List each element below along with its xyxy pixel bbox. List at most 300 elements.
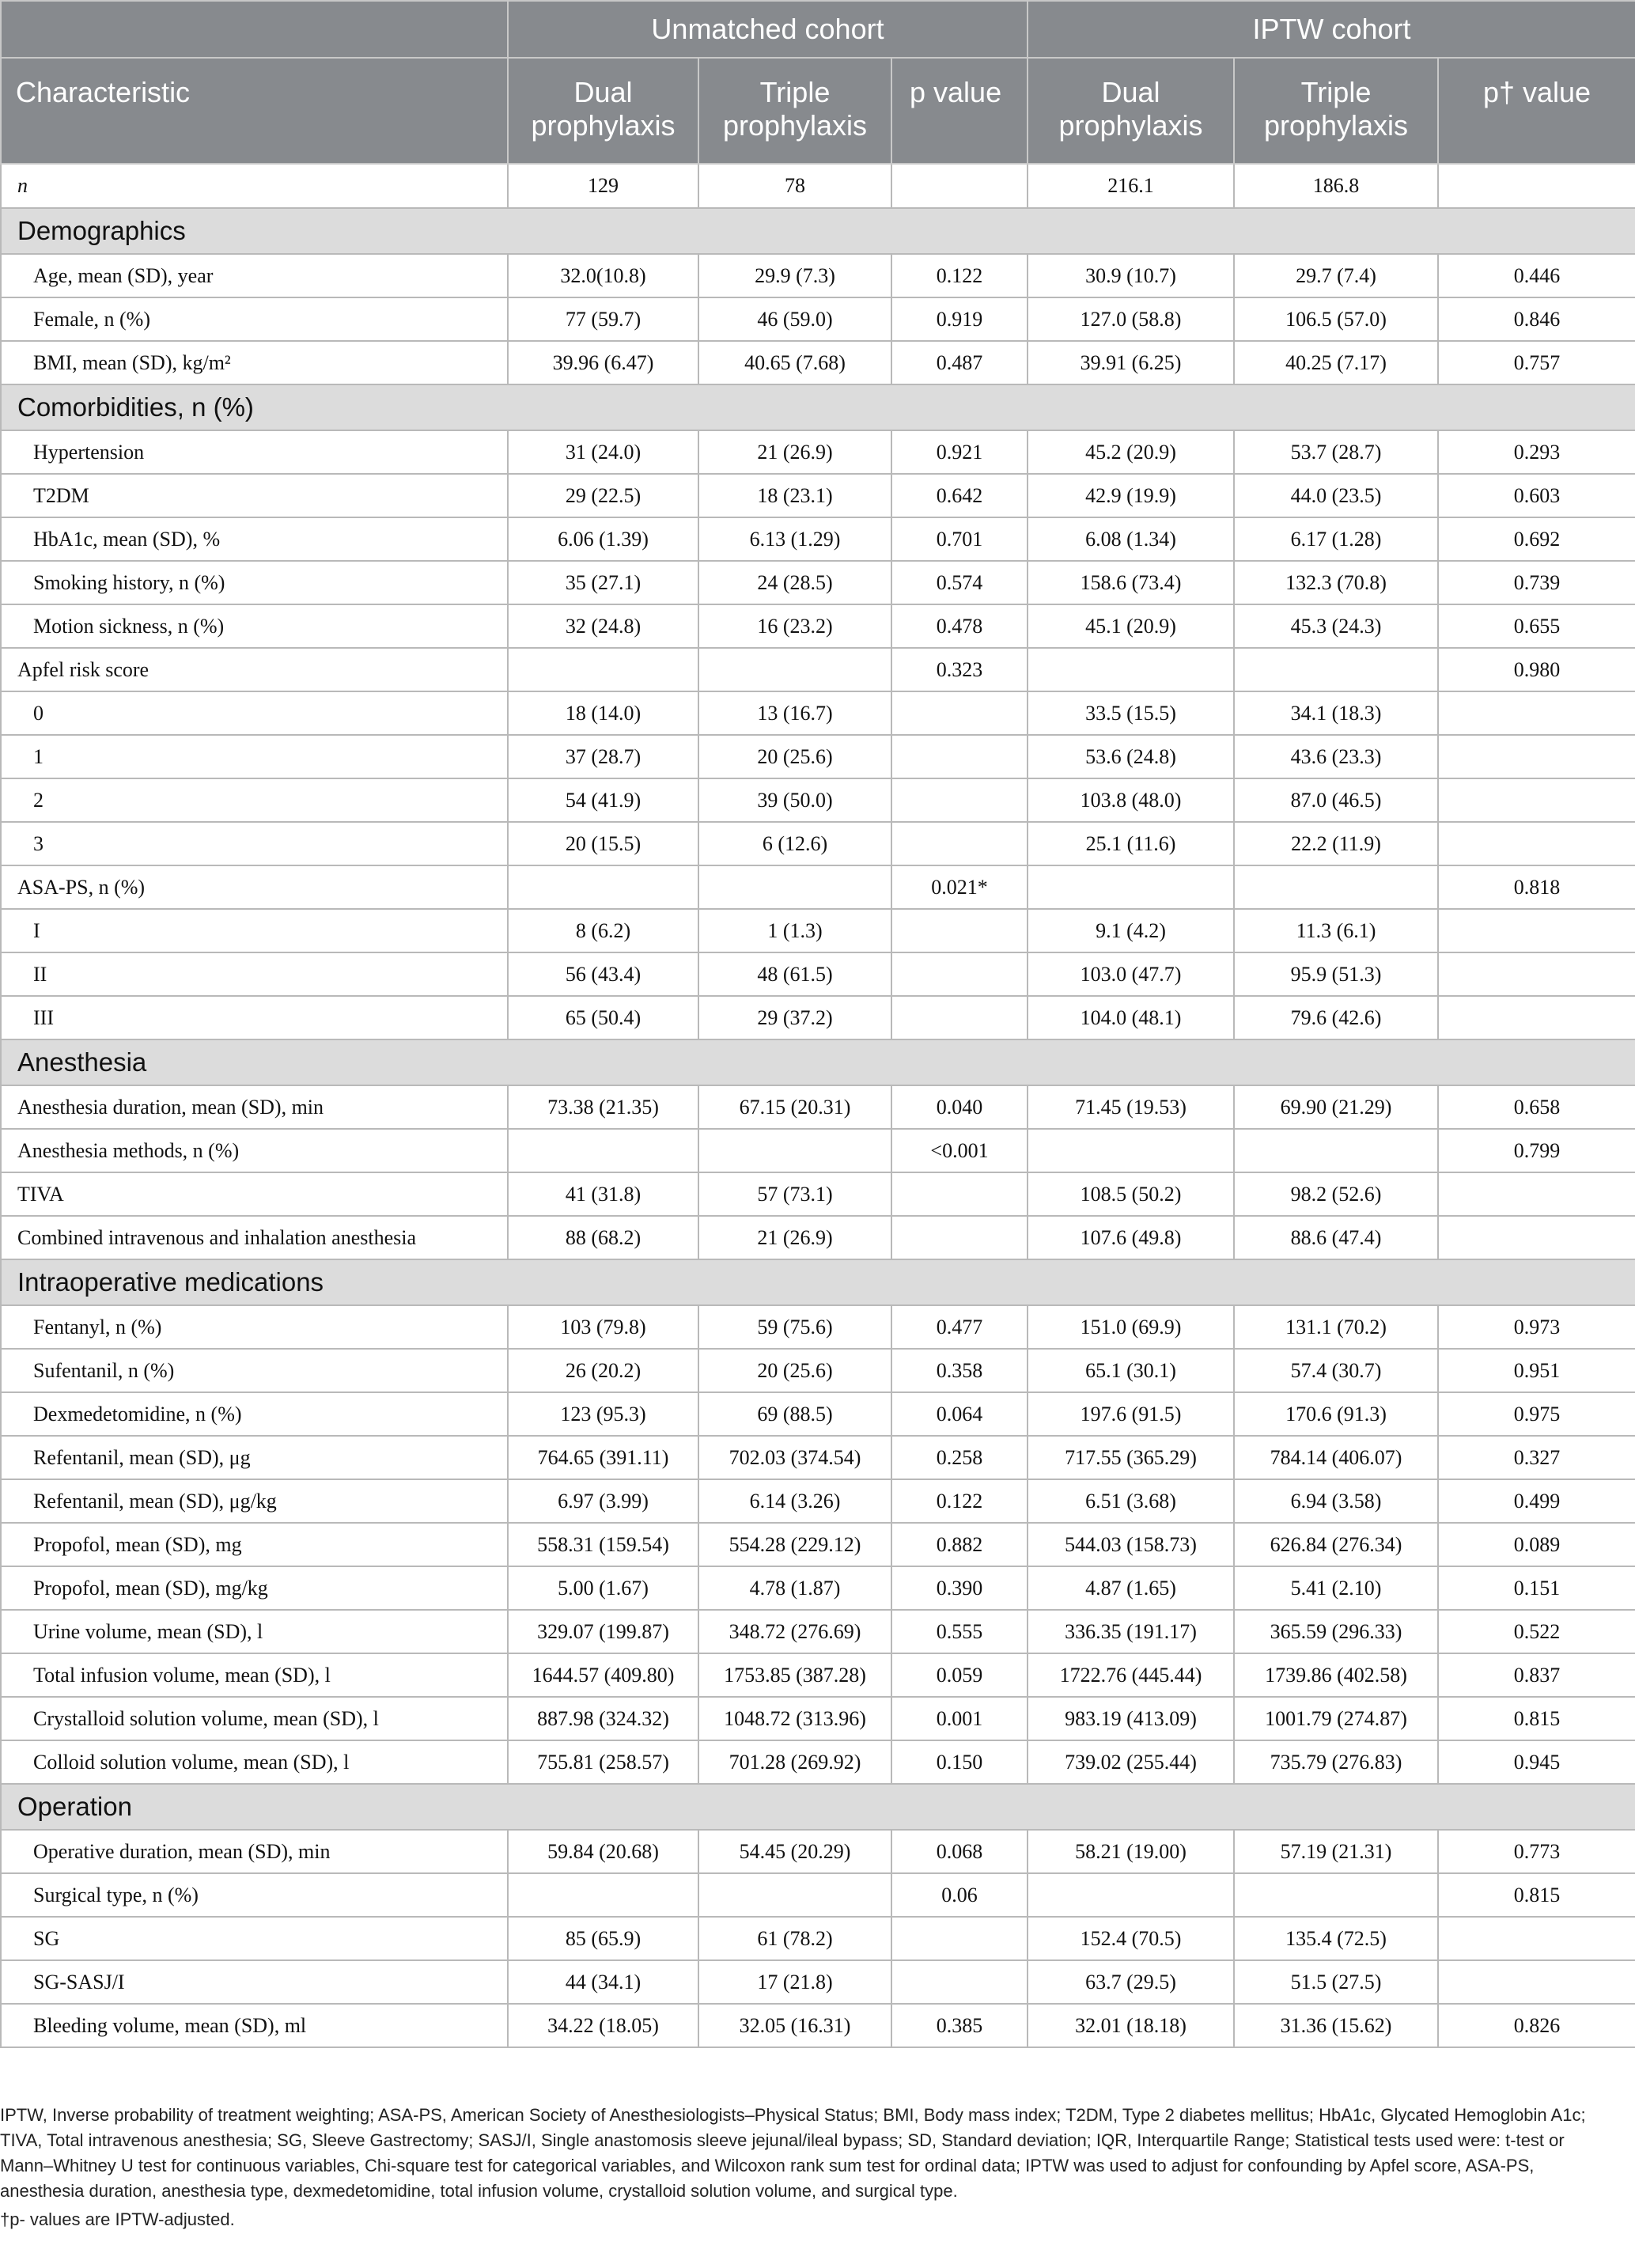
cell-p bbox=[891, 1172, 1028, 1216]
cell-triple bbox=[698, 648, 891, 691]
cell-p: 0.068 bbox=[891, 1830, 1028, 1873]
header-iptw-triple-line1: Triple bbox=[1300, 76, 1372, 108]
cell-triple: 48 (61.5) bbox=[698, 952, 891, 996]
cell-dual: 37 (28.7) bbox=[508, 735, 698, 778]
cell-p: 0.921 bbox=[891, 430, 1028, 474]
cell-iptw-triple: 57.19 (21.31) bbox=[1234, 1830, 1438, 1873]
row-label: Crystalloid solution volume, mean (SD), l bbox=[1, 1697, 508, 1740]
table-footnotes bbox=[0, 2103, 1622, 2236]
cell-iptw-p: 0.973 bbox=[1438, 1305, 1635, 1349]
cell-iptw-triple: 6.94 (3.58) bbox=[1234, 1479, 1438, 1523]
table-row bbox=[1, 1523, 1635, 1566]
table-row bbox=[1, 1917, 1635, 1960]
cell-p bbox=[891, 778, 1028, 822]
cell-triple: 348.72 (276.69) bbox=[698, 1610, 891, 1653]
cell-dual: 73.38 (21.35) bbox=[508, 1085, 698, 1129]
row-label: Sufentanil, n (%) bbox=[1, 1349, 508, 1392]
header-group-row bbox=[1, 1, 1635, 58]
cell-dual: 35 (27.1) bbox=[508, 561, 698, 604]
cell-triple: 554.28 (229.12) bbox=[698, 1523, 891, 1566]
row-label: Propofol, mean (SD), mg/kg bbox=[1, 1566, 508, 1610]
cell-iptw-dual: 6.51 (3.68) bbox=[1028, 1479, 1234, 1523]
cell-iptw-dual: 25.1 (11.6) bbox=[1028, 822, 1234, 865]
cell-dual bbox=[508, 1873, 698, 1917]
cell-iptw-p: 0.446 bbox=[1438, 254, 1635, 297]
cell-p bbox=[891, 1960, 1028, 2004]
table-row bbox=[1, 341, 1635, 384]
row-label: II bbox=[1, 952, 508, 996]
cell-iptw-dual: 65.1 (30.1) bbox=[1028, 1349, 1234, 1392]
cell-dual: 329.07 (199.87) bbox=[508, 1610, 698, 1653]
row-label: Refentanil, mean (SD), μg/kg bbox=[1, 1479, 508, 1523]
cell-dual: 88 (68.2) bbox=[508, 1216, 698, 1259]
cell-dual: 764.65 (391.11) bbox=[508, 1436, 698, 1479]
table-row bbox=[1, 474, 1635, 517]
table-row bbox=[1, 297, 1635, 341]
row-label: Hypertension bbox=[1, 430, 508, 474]
cell-p: 0.323 bbox=[891, 648, 1028, 691]
cell-iptw-dual: 53.6 (24.8) bbox=[1028, 735, 1234, 778]
cell-triple: 32.05 (16.31) bbox=[698, 2004, 891, 2047]
cell-p: 0.385 bbox=[891, 2004, 1028, 2047]
row-label: Fentanyl, n (%) bbox=[1, 1305, 508, 1349]
cell-iptw-triple: 40.25 (7.17) bbox=[1234, 341, 1438, 384]
cell-triple: 701.28 (269.92) bbox=[698, 1740, 891, 1784]
cell-triple bbox=[698, 1129, 891, 1172]
cell-p: 0.358 bbox=[891, 1349, 1028, 1392]
header-iptw-dual-line1: Dual bbox=[1101, 76, 1160, 108]
header-column-row bbox=[1, 58, 1635, 164]
row-label: I bbox=[1, 909, 508, 952]
cell-iptw-p bbox=[1438, 909, 1635, 952]
header-iptw-dual-prophylaxis bbox=[1028, 58, 1234, 164]
cell-dual: 18 (14.0) bbox=[508, 691, 698, 735]
header-triple-line2: prophylaxis bbox=[722, 109, 868, 142]
cell-dual: 54 (41.9) bbox=[508, 778, 698, 822]
cell-iptw-dual: 336.35 (191.17) bbox=[1028, 1610, 1234, 1653]
table-row bbox=[1, 1085, 1635, 1129]
n-iptw-triple: 186.8 bbox=[1234, 164, 1438, 208]
cell-dual: 103 (79.8) bbox=[508, 1305, 698, 1349]
row-label: Refentanil, mean (SD), μg bbox=[1, 1436, 508, 1479]
cell-p: 0.478 bbox=[891, 604, 1028, 648]
cell-iptw-dual: 717.55 (365.29) bbox=[1028, 1436, 1234, 1479]
cell-iptw-triple: 53.7 (28.7) bbox=[1234, 430, 1438, 474]
cell-p bbox=[891, 691, 1028, 735]
cell-iptw-dual: 983.19 (413.09) bbox=[1028, 1697, 1234, 1740]
cell-iptw-p bbox=[1438, 1960, 1635, 2004]
header-characteristic: Characteristic bbox=[1, 58, 508, 164]
cell-iptw-dual: 63.7 (29.5) bbox=[1028, 1960, 1234, 2004]
section-header-row bbox=[1, 208, 1635, 254]
cell-iptw-p: 0.975 bbox=[1438, 1392, 1635, 1436]
cell-iptw-dual: 152.4 (70.5) bbox=[1028, 1917, 1234, 1960]
row-label: Urine volume, mean (SD), l bbox=[1, 1610, 508, 1653]
cell-iptw-triple: 5.41 (2.10) bbox=[1234, 1566, 1438, 1610]
row-label: Smoking history, n (%) bbox=[1, 561, 508, 604]
header-p-dagger-value: p† value bbox=[1438, 58, 1635, 164]
cell-iptw-dual: 6.08 (1.34) bbox=[1028, 517, 1234, 561]
section-title: Operation bbox=[1, 1784, 1635, 1830]
cell-iptw-p bbox=[1438, 1216, 1635, 1259]
row-label: Operative duration, mean (SD), min bbox=[1, 1830, 508, 1873]
table-row bbox=[1, 691, 1635, 735]
table-row bbox=[1, 1392, 1635, 1436]
cell-iptw-p: 0.799 bbox=[1438, 1129, 1635, 1172]
cell-iptw-p bbox=[1438, 691, 1635, 735]
row-label: Anesthesia duration, mean (SD), min bbox=[1, 1085, 508, 1129]
cell-iptw-triple: 22.2 (11.9) bbox=[1234, 822, 1438, 865]
cell-iptw-triple: 51.5 (27.5) bbox=[1234, 1960, 1438, 2004]
table-row bbox=[1, 1740, 1635, 1784]
cell-dual: 59.84 (20.68) bbox=[508, 1830, 698, 1873]
row-label: 2 bbox=[1, 778, 508, 822]
cell-dual: 755.81 (258.57) bbox=[508, 1740, 698, 1784]
cell-iptw-p: 0.739 bbox=[1438, 561, 1635, 604]
cell-iptw-triple bbox=[1234, 865, 1438, 909]
cell-dual: 31 (24.0) bbox=[508, 430, 698, 474]
row-label: SG-SASJ/I bbox=[1, 1960, 508, 2004]
cell-p: 0.919 bbox=[891, 297, 1028, 341]
cell-iptw-triple: 29.7 (7.4) bbox=[1234, 254, 1438, 297]
cell-iptw-p: 0.818 bbox=[1438, 865, 1635, 909]
table-row bbox=[1, 2004, 1635, 2047]
table-row bbox=[1, 1830, 1635, 1873]
table-row bbox=[1, 648, 1635, 691]
cell-dual: 5.00 (1.67) bbox=[508, 1566, 698, 1610]
cell-iptw-triple bbox=[1234, 1129, 1438, 1172]
cell-iptw-dual: 32.01 (18.18) bbox=[1028, 2004, 1234, 2047]
cell-iptw-dual: 107.6 (49.8) bbox=[1028, 1216, 1234, 1259]
row-label: ASA-PS, n (%) bbox=[1, 865, 508, 909]
cell-p: 0.477 bbox=[891, 1305, 1028, 1349]
cell-dual: 65 (50.4) bbox=[508, 996, 698, 1039]
cell-iptw-dual: 45.1 (20.9) bbox=[1028, 604, 1234, 648]
table-row bbox=[1, 561, 1635, 604]
cell-iptw-p: 0.757 bbox=[1438, 341, 1635, 384]
cell-triple: 6 (12.6) bbox=[698, 822, 891, 865]
table-row bbox=[1, 1960, 1635, 2004]
cell-dual: 44 (34.1) bbox=[508, 1960, 698, 2004]
cell-p: 0.064 bbox=[891, 1392, 1028, 1436]
cell-iptw-triple: 626.84 (276.34) bbox=[1234, 1523, 1438, 1566]
cell-iptw-triple: 132.3 (70.8) bbox=[1234, 561, 1438, 604]
cell-iptw-p: 0.089 bbox=[1438, 1523, 1635, 1566]
cell-triple: 46 (59.0) bbox=[698, 297, 891, 341]
cell-iptw-triple: 69.90 (21.29) bbox=[1234, 1085, 1438, 1129]
cell-iptw-triple: 735.79 (276.83) bbox=[1234, 1740, 1438, 1784]
table-row bbox=[1, 517, 1635, 561]
cell-iptw-dual: 739.02 (255.44) bbox=[1028, 1740, 1234, 1784]
cell-dual: 34.22 (18.05) bbox=[508, 2004, 698, 2047]
header-dual-line2: prophylaxis bbox=[531, 109, 676, 142]
cell-iptw-p bbox=[1438, 996, 1635, 1039]
row-label: Propofol, mean (SD), mg bbox=[1, 1523, 508, 1566]
cell-triple: 18 (23.1) bbox=[698, 474, 891, 517]
cell-triple bbox=[698, 1873, 891, 1917]
cell-p bbox=[891, 1216, 1028, 1259]
cell-p: 0.001 bbox=[891, 1697, 1028, 1740]
cell-dual: 8 (6.2) bbox=[508, 909, 698, 952]
cell-p: 0.642 bbox=[891, 474, 1028, 517]
cell-iptw-p: 0.826 bbox=[1438, 2004, 1635, 2047]
cell-dual: 123 (95.3) bbox=[508, 1392, 698, 1436]
cell-iptw-p: 0.603 bbox=[1438, 474, 1635, 517]
cell-triple: 16 (23.2) bbox=[698, 604, 891, 648]
cell-iptw-triple: 11.3 (6.1) bbox=[1234, 909, 1438, 952]
cell-iptw-triple: 34.1 (18.3) bbox=[1234, 691, 1438, 735]
cell-triple: 20 (25.6) bbox=[698, 735, 891, 778]
row-label: Female, n (%) bbox=[1, 297, 508, 341]
cell-triple bbox=[698, 865, 891, 909]
header-iptw-cohort: IPTW cohort bbox=[1028, 1, 1635, 58]
cell-dual: 32 (24.8) bbox=[508, 604, 698, 648]
cell-p: 0.701 bbox=[891, 517, 1028, 561]
section-title: Comorbidities, n (%) bbox=[1, 384, 1635, 430]
footnote-abbreviations: IPTW, Inverse probability of treatment weighting; ASA-PS, American Society of Anesthesiologists–Physical Status; BMI, Body mass index; T2DM, Type 2 diabetes mellitus; HbA1c, Glycated Hemoglobin A1c; TIVA, Total intravenous anesthesia; SG, Sleeve Gastrectomy; SASJ/I, Single anastomosis sleeve jejunal/ileal bypass; SD, Standard deviation; IQR, Interquartile Range; Statistical tests used were: t-test or Mann–Whitney U test for continuous variables, Chi-square test for categorical variables, and Wilcoxon rank sum test for ordinal data; IPTW was used to adjust for confounding by Apfel score, ASA-PS, anesthesia duration, anesthesia type, dexmedetomidine, total infusion volume, crystalloid solution volume, and surgical type. bbox=[0, 2105, 1586, 2201]
cell-p: 0.574 bbox=[891, 561, 1028, 604]
table-row bbox=[1, 909, 1635, 952]
row-label: Age, mean (SD), year bbox=[1, 254, 508, 297]
cell-triple: 39 (50.0) bbox=[698, 778, 891, 822]
cell-iptw-p bbox=[1438, 735, 1635, 778]
table-body bbox=[1, 164, 1635, 2047]
cell-iptw-dual: 39.91 (6.25) bbox=[1028, 341, 1234, 384]
cell-dual: 6.06 (1.39) bbox=[508, 517, 698, 561]
cell-iptw-dual: 1722.76 (445.44) bbox=[1028, 1653, 1234, 1697]
table-row bbox=[1, 1436, 1635, 1479]
table-row bbox=[1, 1610, 1635, 1653]
table-row bbox=[1, 1653, 1635, 1697]
cell-p: 0.487 bbox=[891, 341, 1028, 384]
cell-dual bbox=[508, 865, 698, 909]
cell-iptw-dual bbox=[1028, 648, 1234, 691]
cell-p: <0.001 bbox=[891, 1129, 1028, 1172]
cell-p: 0.122 bbox=[891, 254, 1028, 297]
cell-iptw-dual: 30.9 (10.7) bbox=[1028, 254, 1234, 297]
cell-iptw-p: 0.327 bbox=[1438, 1436, 1635, 1479]
cell-iptw-p: 0.945 bbox=[1438, 1740, 1635, 1784]
cell-p: 0.06 bbox=[891, 1873, 1028, 1917]
cell-iptw-dual: 197.6 (91.5) bbox=[1028, 1392, 1234, 1436]
cell-iptw-triple: 43.6 (23.3) bbox=[1234, 735, 1438, 778]
table-row bbox=[1, 822, 1635, 865]
table-row bbox=[1, 1305, 1635, 1349]
cell-dual bbox=[508, 1129, 698, 1172]
cell-iptw-p bbox=[1438, 952, 1635, 996]
cell-dual: 887.98 (324.32) bbox=[508, 1697, 698, 1740]
n-label: n bbox=[1, 164, 508, 208]
section-title: Anesthesia bbox=[1, 1039, 1635, 1085]
n-row bbox=[1, 164, 1635, 208]
cell-p: 0.882 bbox=[891, 1523, 1028, 1566]
cell-iptw-triple: 131.1 (70.2) bbox=[1234, 1305, 1438, 1349]
cell-iptw-p: 0.293 bbox=[1438, 430, 1635, 474]
header-triple-prophylaxis bbox=[698, 58, 891, 164]
cell-iptw-p: 0.837 bbox=[1438, 1653, 1635, 1697]
row-label: Colloid solution volume, mean (SD), l bbox=[1, 1740, 508, 1784]
n-triple: 78 bbox=[698, 164, 891, 208]
cell-iptw-triple: 44.0 (23.5) bbox=[1234, 474, 1438, 517]
section-title: Demographics bbox=[1, 208, 1635, 254]
cell-p bbox=[891, 996, 1028, 1039]
cell-iptw-dual: 58.21 (19.00) bbox=[1028, 1830, 1234, 1873]
section-header-row bbox=[1, 1259, 1635, 1305]
header-dual-prophylaxis bbox=[508, 58, 698, 164]
cell-iptw-triple: 57.4 (30.7) bbox=[1234, 1349, 1438, 1392]
cell-dual: 558.31 (159.54) bbox=[508, 1523, 698, 1566]
cell-p: 0.150 bbox=[891, 1740, 1028, 1784]
row-label: III bbox=[1, 996, 508, 1039]
cell-triple: 67.15 (20.31) bbox=[698, 1085, 891, 1129]
cell-dual: 56 (43.4) bbox=[508, 952, 698, 996]
cell-iptw-p: 0.980 bbox=[1438, 648, 1635, 691]
n-p bbox=[891, 164, 1028, 208]
cell-iptw-triple: 135.4 (72.5) bbox=[1234, 1917, 1438, 1960]
section-title: Intraoperative medications bbox=[1, 1259, 1635, 1305]
cell-iptw-triple bbox=[1234, 648, 1438, 691]
cell-iptw-triple: 98.2 (52.6) bbox=[1234, 1172, 1438, 1216]
header-triple-line1: Triple bbox=[759, 76, 831, 108]
row-label: 1 bbox=[1, 735, 508, 778]
row-label: Dexmedetomidine, n (%) bbox=[1, 1392, 508, 1436]
cell-iptw-dual: 103.8 (48.0) bbox=[1028, 778, 1234, 822]
table-row bbox=[1, 1873, 1635, 1917]
cell-iptw-p: 0.658 bbox=[1438, 1085, 1635, 1129]
header-p-value: p value bbox=[891, 58, 1028, 164]
cell-dual: 32.0(10.8) bbox=[508, 254, 698, 297]
row-label: SG bbox=[1, 1917, 508, 1960]
row-label: Apfel risk score bbox=[1, 648, 508, 691]
cell-triple: 57 (73.1) bbox=[698, 1172, 891, 1216]
header-blank-cell bbox=[1, 1, 508, 58]
cell-iptw-triple: 170.6 (91.3) bbox=[1234, 1392, 1438, 1436]
cell-p bbox=[891, 1917, 1028, 1960]
header-dual-line1: Dual bbox=[573, 76, 633, 108]
row-label: Total infusion volume, mean (SD), l bbox=[1, 1653, 508, 1697]
cell-triple: 21 (26.9) bbox=[698, 430, 891, 474]
cell-triple: 29 (37.2) bbox=[698, 996, 891, 1039]
table-row bbox=[1, 1172, 1635, 1216]
cell-dual bbox=[508, 648, 698, 691]
cell-iptw-dual: 151.0 (69.9) bbox=[1028, 1305, 1234, 1349]
cell-iptw-triple: 87.0 (46.5) bbox=[1234, 778, 1438, 822]
cell-iptw-p: 0.815 bbox=[1438, 1697, 1635, 1740]
cell-dual: 41 (31.8) bbox=[508, 1172, 698, 1216]
cell-dual: 77 (59.7) bbox=[508, 297, 698, 341]
cell-iptw-triple: 784.14 (406.07) bbox=[1234, 1436, 1438, 1479]
table-row bbox=[1, 1129, 1635, 1172]
row-label: TIVA bbox=[1, 1172, 508, 1216]
cell-iptw-triple: 6.17 (1.28) bbox=[1234, 517, 1438, 561]
cell-triple: 1 (1.3) bbox=[698, 909, 891, 952]
cell-iptw-p bbox=[1438, 1172, 1635, 1216]
row-label: Anesthesia methods, n (%) bbox=[1, 1129, 508, 1172]
cell-iptw-triple: 1001.79 (274.87) bbox=[1234, 1697, 1438, 1740]
n-iptw-dual: 216.1 bbox=[1028, 164, 1234, 208]
cell-iptw-dual: 108.5 (50.2) bbox=[1028, 1172, 1234, 1216]
cell-iptw-triple bbox=[1234, 1873, 1438, 1917]
cell-triple: 4.78 (1.87) bbox=[698, 1566, 891, 1610]
cell-p bbox=[891, 952, 1028, 996]
cell-p: 0.122 bbox=[891, 1479, 1028, 1523]
cell-iptw-p bbox=[1438, 822, 1635, 865]
row-label: Surgical type, n (%) bbox=[1, 1873, 508, 1917]
cell-triple: 6.14 (3.26) bbox=[698, 1479, 891, 1523]
cell-triple: 1048.72 (313.96) bbox=[698, 1697, 891, 1740]
cell-triple: 20 (25.6) bbox=[698, 1349, 891, 1392]
cell-triple: 61 (78.2) bbox=[698, 1917, 891, 1960]
cell-p: 0.390 bbox=[891, 1566, 1028, 1610]
cell-p: 0.021* bbox=[891, 865, 1028, 909]
cell-iptw-dual bbox=[1028, 1129, 1234, 1172]
cell-iptw-dual: 544.03 (158.73) bbox=[1028, 1523, 1234, 1566]
footnote-dagger: †p- values are IPTW-adjusted. bbox=[0, 2209, 235, 2229]
row-label: 3 bbox=[1, 822, 508, 865]
cell-iptw-dual: 33.5 (15.5) bbox=[1028, 691, 1234, 735]
n-iptw-p bbox=[1438, 164, 1635, 208]
row-label: T2DM bbox=[1, 474, 508, 517]
row-label: HbA1c, mean (SD), % bbox=[1, 517, 508, 561]
cell-iptw-p bbox=[1438, 778, 1635, 822]
header-unmatched-cohort: Unmatched cohort bbox=[508, 1, 1028, 58]
row-label: BMI, mean (SD), kg/m² bbox=[1, 341, 508, 384]
cell-iptw-p: 0.151 bbox=[1438, 1566, 1635, 1610]
cell-triple: 59 (75.6) bbox=[698, 1305, 891, 1349]
cell-iptw-dual: 4.87 (1.65) bbox=[1028, 1566, 1234, 1610]
table-row bbox=[1, 430, 1635, 474]
cell-triple: 702.03 (374.54) bbox=[698, 1436, 891, 1479]
cell-iptw-triple: 106.5 (57.0) bbox=[1234, 297, 1438, 341]
table-row bbox=[1, 778, 1635, 822]
section-header-row bbox=[1, 1784, 1635, 1830]
table-row bbox=[1, 865, 1635, 909]
cell-dual: 39.96 (6.47) bbox=[508, 341, 698, 384]
cell-triple: 69 (88.5) bbox=[698, 1392, 891, 1436]
cell-iptw-p: 0.773 bbox=[1438, 1830, 1635, 1873]
cell-dual: 20 (15.5) bbox=[508, 822, 698, 865]
n-dual: 129 bbox=[508, 164, 698, 208]
cell-iptw-dual: 104.0 (48.1) bbox=[1028, 996, 1234, 1039]
cell-triple: 40.65 (7.68) bbox=[698, 341, 891, 384]
cell-iptw-triple: 365.59 (296.33) bbox=[1234, 1610, 1438, 1653]
cell-dual: 6.97 (3.99) bbox=[508, 1479, 698, 1523]
cell-iptw-p: 0.499 bbox=[1438, 1479, 1635, 1523]
cell-triple: 29.9 (7.3) bbox=[698, 254, 891, 297]
header-iptw-triple-prophylaxis bbox=[1234, 58, 1438, 164]
row-label: Motion sickness, n (%) bbox=[1, 604, 508, 648]
cell-p: 0.059 bbox=[891, 1653, 1028, 1697]
cell-iptw-dual: 45.2 (20.9) bbox=[1028, 430, 1234, 474]
table-row bbox=[1, 996, 1635, 1039]
cell-triple: 13 (16.7) bbox=[698, 691, 891, 735]
cell-iptw-p: 0.692 bbox=[1438, 517, 1635, 561]
cell-iptw-dual bbox=[1028, 865, 1234, 909]
cell-iptw-triple: 31.36 (15.62) bbox=[1234, 2004, 1438, 2047]
section-header-row bbox=[1, 1039, 1635, 1085]
table-row bbox=[1, 254, 1635, 297]
cell-triple: 1753.85 (387.28) bbox=[698, 1653, 891, 1697]
table-row bbox=[1, 1479, 1635, 1523]
cell-iptw-triple: 79.6 (42.6) bbox=[1234, 996, 1438, 1039]
cell-p bbox=[891, 822, 1028, 865]
cell-dual: 1644.57 (409.80) bbox=[508, 1653, 698, 1697]
cell-triple: 17 (21.8) bbox=[698, 1960, 891, 2004]
header-iptw-dual-line2: prophylaxis bbox=[1058, 109, 1203, 142]
table-row bbox=[1, 604, 1635, 648]
cell-iptw-p: 0.846 bbox=[1438, 297, 1635, 341]
cell-triple: 6.13 (1.29) bbox=[698, 517, 891, 561]
